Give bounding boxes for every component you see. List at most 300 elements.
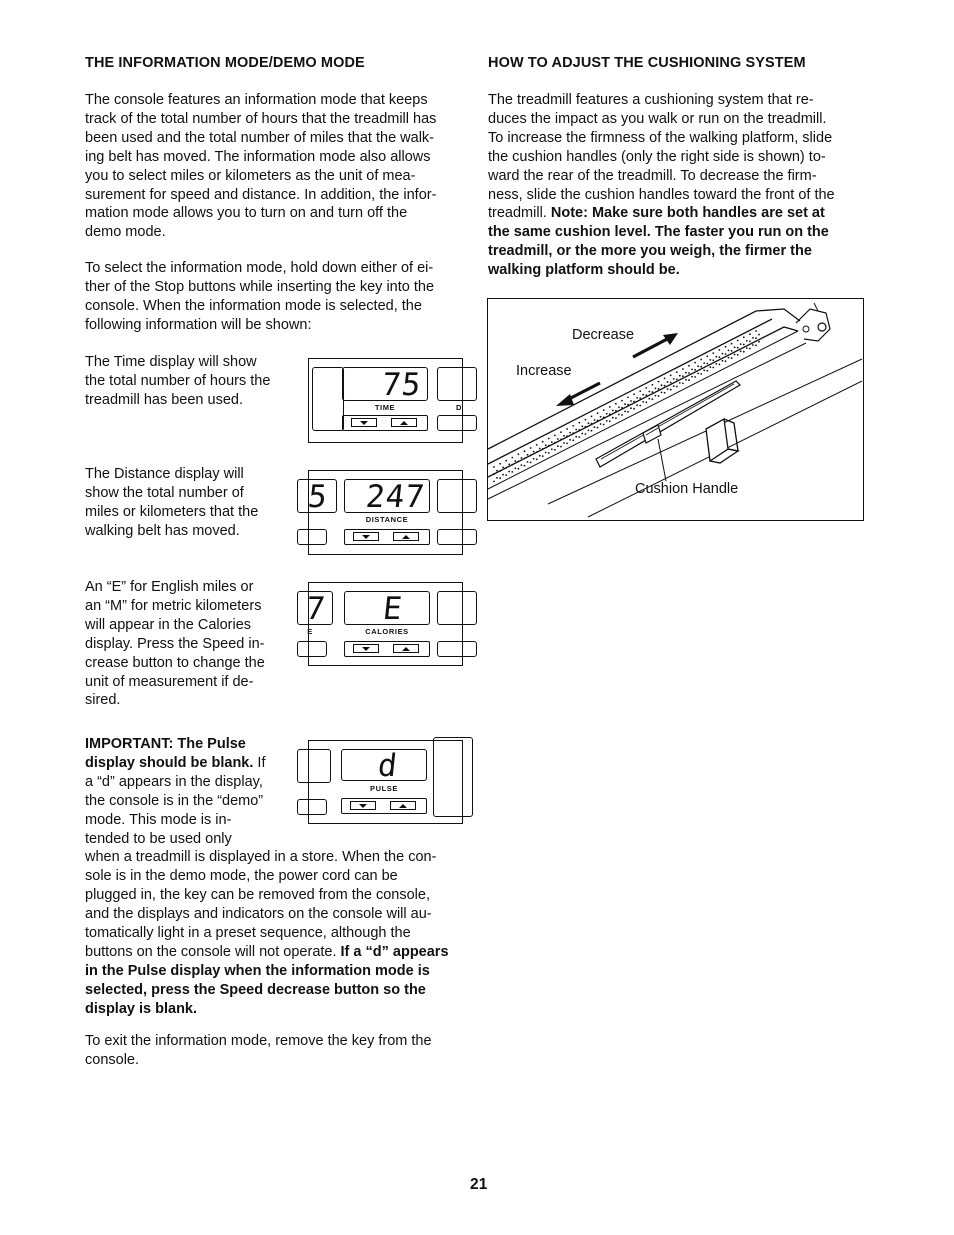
text-line: To select the information mode, hold down either of ei- [85, 260, 434, 276]
text-line [85, 962, 449, 981]
adjacent-display [297, 479, 337, 513]
deck-dot [700, 366, 702, 368]
text-line: tended to be used only [85, 830, 232, 847]
deck-dot [600, 416, 602, 418]
deck-dot [645, 394, 647, 396]
deck-dot [740, 343, 742, 345]
text-line: mation mode allows you to turn on and turn off the [85, 205, 408, 222]
warning-bold-text: in the Pulse display when the information mode is [85, 962, 430, 979]
adjacent-button-row [437, 415, 477, 431]
text-line: duces the impact as you walk or run on the treadmill. [488, 110, 827, 127]
deck-dot [511, 464, 513, 466]
deck-dot [554, 435, 556, 437]
deck-dot [719, 356, 721, 358]
distance-description [85, 465, 258, 541]
deck-dot [527, 454, 529, 456]
text-line: console. [85, 1051, 140, 1068]
calories-label: CALORIES [365, 627, 409, 636]
adjacent-digit: 5 [306, 479, 330, 515]
time-digits: 75 [379, 367, 423, 403]
deck-dot [560, 446, 562, 448]
decrease-button [351, 418, 377, 427]
arrow-up-icon [402, 647, 410, 651]
deck-dot [682, 383, 684, 385]
increase-label: Increase [516, 363, 572, 379]
deck-dot [618, 406, 620, 408]
note-bold-text: the same cushion level. The faster you run on the [488, 224, 829, 241]
deck-dot [636, 404, 638, 406]
deck-dot [557, 438, 559, 440]
cushion-figure [487, 298, 864, 521]
deck-dot [627, 411, 629, 413]
deck-dot [667, 388, 669, 390]
deck-dot [658, 388, 660, 390]
deck-dot [548, 445, 550, 447]
deck-dot [673, 378, 675, 380]
deck-dot [670, 389, 672, 391]
deck-dot [588, 430, 590, 432]
deck-dot [505, 474, 507, 476]
deck-dot [676, 386, 678, 388]
deck-dot [612, 410, 614, 412]
warning-bold-text: If a “d” appears [340, 943, 449, 960]
text-line: a “d” appears in the display, [85, 773, 263, 790]
decrease-button [350, 801, 376, 810]
deck-dot [658, 381, 660, 383]
text-line: ward the rear of the treadmill. To decrease the firm- [488, 167, 817, 184]
deck-dot [655, 395, 657, 397]
text-line [488, 261, 835, 280]
deck-dot [737, 340, 739, 342]
text-line: The treadmill features a cushioning system that re- [488, 92, 814, 108]
deck-dot [746, 347, 748, 349]
text-line: ness, slide the cushion handles toward the front of the [488, 186, 835, 203]
adjacent-display [437, 367, 477, 401]
text-line: crease button to change the [85, 654, 265, 671]
calories-lcd [344, 591, 430, 625]
text-line: you to select miles or kilometers as the unit of mea- [85, 167, 416, 184]
deck-dot [709, 366, 711, 368]
text-line: plugged in, the key can be removed from the console, [85, 887, 430, 904]
deck-dot [645, 401, 647, 403]
deck-dot [703, 362, 705, 364]
deck-dot [548, 452, 550, 454]
time-display-illustration [308, 358, 463, 443]
calories-digits: E [381, 591, 405, 627]
deck-dot [530, 462, 532, 464]
text-line [488, 242, 835, 261]
deck-dot [597, 427, 599, 429]
deck-dot [585, 433, 587, 435]
deck-dot [563, 435, 565, 437]
cushion-paragraph [488, 91, 835, 280]
warning-bold-text: display is blank. [85, 1000, 198, 1017]
deck-dot [499, 470, 501, 472]
deck-dot [719, 364, 721, 366]
text-line [85, 981, 449, 1000]
deck-dot [676, 378, 678, 380]
deck-dot [722, 360, 724, 362]
deck-dot [749, 348, 751, 350]
deck-dot [518, 461, 520, 463]
deck-dot [502, 474, 504, 476]
deck-dot [749, 341, 751, 343]
adjacent-display [312, 367, 344, 431]
deck-dot [685, 372, 687, 374]
deck-dot [615, 410, 617, 412]
deck-dot [728, 350, 730, 352]
decrease-label: Decrease [572, 327, 635, 343]
adjacent-button-row [437, 529, 477, 545]
deck-dot [554, 449, 556, 451]
text-line: sired. [85, 692, 121, 709]
deck-dot [621, 414, 623, 416]
time-label: TIME [374, 403, 396, 412]
deck-dot [521, 464, 523, 466]
note-bold-text: Note: Make sure both handles are set at [550, 205, 825, 222]
text-line: will appear in the Calories [85, 616, 252, 633]
deck-dot [627, 397, 629, 399]
deck-dot [697, 373, 699, 375]
deck-dot [691, 376, 693, 378]
deck-dot [557, 445, 559, 447]
deck-dot [581, 433, 583, 435]
text-line: the total number of hours the [85, 372, 271, 389]
deck-dot [585, 419, 587, 421]
arrow-down-icon [359, 804, 367, 808]
deck-dot [575, 429, 577, 431]
deck-dot [511, 457, 513, 459]
deck-dot [603, 416, 605, 418]
deck-dot [746, 340, 748, 342]
deck-dot [572, 425, 574, 427]
deck-dot [530, 447, 532, 449]
deck-dot [536, 451, 538, 453]
deck-dot [722, 353, 724, 355]
deck-dot [752, 344, 754, 346]
deck-dot [621, 407, 623, 409]
deck-dot [569, 432, 571, 434]
deck-dot [752, 337, 754, 339]
deck-dot [731, 357, 733, 359]
deck-dot [508, 463, 510, 465]
deck-dot [658, 395, 660, 397]
deck-dot [648, 398, 650, 400]
deck-dot [575, 436, 577, 438]
deck-dot [682, 368, 684, 370]
deck-dot [603, 424, 605, 426]
text-span: buttons on the console will not operate. [85, 943, 341, 960]
distance-digits: 247 [364, 479, 427, 515]
deck-dot [542, 448, 544, 450]
select-paragraph [85, 259, 434, 335]
pulse-digits: d [376, 748, 400, 784]
text-line: The Time display will show [85, 354, 257, 370]
text-line: unit of measurement if de- [85, 673, 254, 690]
deck-dot [554, 442, 556, 444]
warning-bold-text: selected, press the Speed decrease button so the [85, 981, 426, 998]
time-description [85, 353, 270, 410]
deck-dot [496, 470, 498, 472]
deck-dot [691, 369, 693, 371]
text-line: An “E” for English miles or [85, 579, 254, 595]
deck-dot [706, 363, 708, 365]
pulse-label: PULSE [369, 784, 398, 793]
calories-description [85, 578, 265, 710]
deck-dot [527, 461, 529, 463]
deck-dot [545, 452, 547, 454]
increase-button [393, 532, 419, 541]
deck-dot [749, 333, 751, 335]
deck-dot [566, 428, 568, 430]
deck-dot [536, 458, 538, 460]
deck-dot [694, 376, 696, 378]
deck-dot [630, 407, 632, 409]
deck-dot [715, 356, 717, 358]
text-line: the console is in the “demo” [85, 792, 264, 809]
deck-dot [667, 381, 669, 383]
deck-dot [734, 346, 736, 348]
deck-dot [725, 346, 727, 348]
arrow-up-icon [399, 804, 407, 808]
deck-dot [560, 431, 562, 433]
text-line [488, 223, 835, 242]
text-line: track of the total number of hours that the treadmill has [85, 110, 437, 127]
deck-dot [655, 388, 657, 390]
note-bold-text: walking platform should be. [488, 262, 680, 279]
deck-dot [712, 367, 714, 369]
deck-dot [518, 453, 520, 455]
deck-dot [521, 457, 523, 459]
text-line: ing belt has moved. The information mode also allows [85, 148, 431, 165]
deck-dot [612, 417, 614, 419]
adjacent-digit: 7 [304, 591, 328, 627]
cushion-heading: HOW TO ADJUST THE CUSHIONING SYSTEM [488, 55, 806, 71]
deck-dot [743, 336, 745, 338]
deck-dot [743, 344, 745, 346]
text-line: been used and the total number of miles that the walk- [85, 129, 435, 146]
deck-dot [569, 439, 571, 441]
deck-dot [706, 355, 708, 357]
deck-dot [697, 365, 699, 367]
adjacent-button-row [297, 641, 327, 657]
deck-dot [688, 372, 690, 374]
text-line [85, 943, 449, 962]
deck-dot [639, 397, 641, 399]
deck-dot [600, 423, 602, 425]
deck-dot [642, 394, 644, 396]
deck-dot [630, 400, 632, 402]
deck-dot [679, 375, 681, 377]
deck-dot [676, 371, 678, 373]
deck-dot [688, 379, 690, 381]
deck-dot [591, 423, 593, 425]
deck-dot [685, 379, 687, 381]
text-line: display. Press the Speed in- [85, 635, 265, 652]
distance-button-row [344, 529, 430, 545]
adjacent-display [437, 591, 477, 625]
distance-lcd [344, 479, 430, 513]
deck-dot [652, 398, 654, 400]
deck-dot [682, 375, 684, 377]
deck-dot [572, 439, 574, 441]
adjacent-button-row [297, 529, 327, 545]
deck-dot [545, 444, 547, 446]
distance-label: DISTANCE [365, 515, 409, 524]
deck-dot [743, 351, 745, 353]
deck-dot [524, 450, 526, 452]
deck-dot [493, 466, 495, 468]
deck-dot [536, 444, 538, 446]
text-line: surement for speed and distance. In addition, the infor- [85, 186, 437, 203]
text-line: sole is in the demo mode, the power cord can be [85, 868, 398, 885]
deck-dot [566, 435, 568, 437]
deck-dot [712, 359, 714, 361]
deck-dot [542, 441, 544, 443]
adjacent-label: E [307, 627, 313, 636]
deck-dot [499, 477, 501, 479]
deck-dot [624, 403, 626, 405]
deck-dot [728, 357, 730, 359]
deck-dot [740, 350, 742, 352]
deck-dot [624, 411, 626, 413]
important-bold-text: display should be blank. [85, 754, 254, 771]
text-line: The console features an information mode that keeps [85, 92, 428, 108]
text-line: demo mode. [85, 224, 166, 241]
text-span: If [253, 754, 266, 771]
text-line: The Distance display will [85, 466, 244, 482]
adjacent-display [297, 749, 331, 783]
next-display-label: D [455, 403, 463, 412]
deck-dot [578, 436, 580, 438]
text-line: an “M” for metric kilometers [85, 597, 262, 614]
adjacent-button-row [297, 799, 327, 815]
text-line: mode. This mode is in- [85, 811, 232, 828]
deck-dot [533, 451, 535, 453]
info-mode-heading: THE INFORMATION MODE/DEMO MODE [85, 55, 365, 71]
deck-dot [551, 448, 553, 450]
deck-dot [679, 382, 681, 384]
deck-dot [581, 425, 583, 427]
text-line: when a treadmill is displayed in a store. When the con- [85, 849, 437, 866]
note-bold-text: treadmill, or the more you weigh, the firmer the [488, 243, 812, 260]
deck-dot [594, 419, 596, 421]
deck-dot [615, 417, 617, 419]
text-line: miles or kilometers that the [85, 503, 259, 520]
deck-dot [725, 360, 727, 362]
deck-dot [664, 385, 666, 387]
deck-dot [615, 403, 617, 405]
increase-button [393, 644, 419, 653]
deck-dot [502, 467, 504, 469]
deck-dot [539, 455, 541, 457]
console-frame-edge [433, 737, 473, 817]
deck-dot [560, 439, 562, 441]
deck-dot [673, 385, 675, 387]
deck-dot [524, 458, 526, 460]
arrow-up-icon [400, 421, 408, 425]
deck-dot [530, 454, 532, 456]
increase-button [390, 801, 416, 810]
deck-dot [645, 387, 647, 389]
deck-dot [518, 468, 520, 470]
deck-dot [715, 363, 717, 365]
text-line: show the total number of [85, 484, 244, 501]
deck-dot [505, 460, 507, 462]
deck-dot [585, 426, 587, 428]
arrow-up-icon [402, 535, 410, 539]
deck-dot [533, 458, 535, 460]
deck-dot [603, 409, 605, 411]
deck-dot [496, 477, 498, 479]
deck-dot [633, 393, 635, 395]
deck-dot [588, 422, 590, 424]
deck-dot [594, 426, 596, 428]
deck-dot [524, 465, 526, 467]
deck-dot [618, 414, 620, 416]
deck-dot [572, 432, 574, 434]
deck-dot [511, 471, 513, 473]
deck-dot [664, 392, 666, 394]
text-line: following information will be shown: [85, 316, 312, 333]
deck-dot [578, 429, 580, 431]
text-line: console. When the information mode is selected, the [85, 297, 422, 314]
deck-dot [621, 400, 623, 402]
page-number: 21 [470, 1176, 488, 1193]
deck-dot [688, 365, 690, 367]
deck-dot [737, 354, 739, 356]
exit-paragraph [85, 1032, 432, 1070]
cushion-handle-label: Cushion Handle [635, 481, 739, 497]
deck-dot [499, 463, 501, 465]
pulse-display-illustration [308, 740, 463, 824]
deck-dot [703, 369, 705, 371]
text-line: treadmill has been used. [85, 391, 243, 408]
deck-dot [755, 337, 757, 339]
intro-paragraph [85, 91, 436, 242]
text-line: ther of the Stop buttons while inserting the key into the [85, 278, 435, 295]
deck-dot [548, 438, 550, 440]
deck-dot [609, 406, 611, 408]
increase-arrow-icon [556, 394, 574, 406]
deck-dot [737, 347, 739, 349]
deck-dot [652, 391, 654, 393]
deck-dot [514, 460, 516, 462]
text-line [488, 204, 835, 223]
deck-dot [670, 374, 672, 376]
arrow-down-icon [360, 421, 368, 425]
deck-dot [639, 405, 641, 407]
deck-dot [755, 330, 757, 332]
deck-dot [597, 412, 599, 414]
deck-dot [700, 359, 702, 361]
deck-dot [694, 369, 696, 371]
deck-dot [734, 354, 736, 356]
deck-dot [633, 401, 635, 403]
deck-dot [661, 392, 663, 394]
deck-dot [755, 345, 757, 347]
deck-dot [709, 359, 711, 361]
adjacent-display [297, 591, 333, 625]
deck-dot [719, 349, 721, 351]
deck-dot [606, 413, 608, 415]
adjacent-button-row [437, 641, 477, 657]
deck-dot [627, 404, 629, 406]
text-line: To increase the firmness of the walking platform, slide [488, 129, 833, 146]
deck-dot [597, 420, 599, 422]
deck-dot [652, 384, 654, 386]
deck-dot [566, 443, 568, 445]
